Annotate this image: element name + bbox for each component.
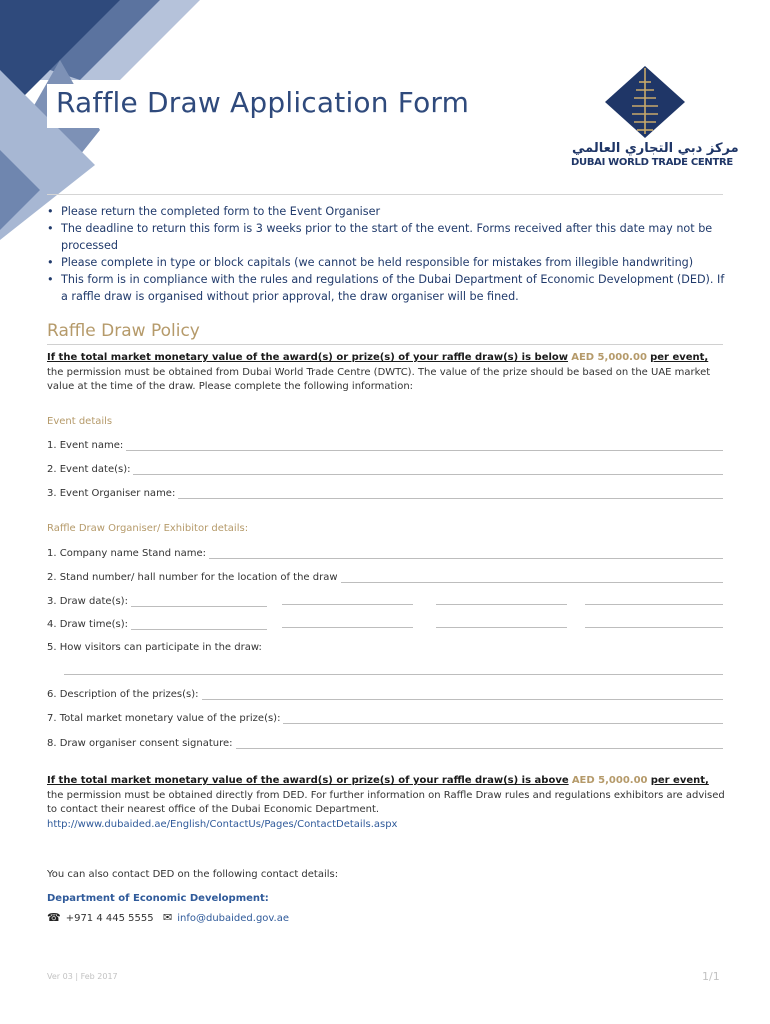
prize-value-field[interactable]: 7. Total market monetary value of the prize(s): — [47, 710, 723, 724]
phone-contact[interactable]: ☎ +971 4 445 5555 — [47, 911, 154, 924]
company-name-field[interactable]: 1. Company name Stand name: — [47, 545, 723, 559]
contact-intro: You can also contact DED on the following contact details: — [47, 869, 339, 880]
department-name: Department of Economic Development: — [47, 893, 269, 904]
policy-divider — [47, 344, 723, 345]
phone-icon: ☎ — [47, 911, 61, 924]
list-item: • This form is in compliance with the rules and regulations of the Dubai Department of Economic Development (DED). If a raffle draw is organised without prior approval, the draw organiser will be fined. — [47, 273, 725, 303]
draw-date-line-3[interactable] — [436, 604, 567, 605]
list-item: • The deadline to return this form is 3 weeks prior to the start of the event. Forms received after this date may not be processed — [47, 222, 713, 252]
policy-above-paragraph: If the total market monetary value of the award(s) or prize(s) of your raffle draw(s) is above AED 5,000.00 per event, the permission must be obtained directly from DED. For further information on Raffle Draw rules and regulations exhibitors are advised to contact their nearest office of the Dubai Economic Department. — [47, 775, 725, 815]
draw-time-line-4[interactable] — [585, 627, 723, 628]
version-footer: Ver 03 | Feb 2017 — [47, 972, 118, 981]
draw-date-line-2[interactable] — [282, 604, 413, 605]
stand-number-field[interactable]: 2. Stand number/ hall number for the location of the draw — [47, 569, 723, 583]
header-divider — [47, 194, 723, 195]
draw-dates-field[interactable]: 3. Draw date(s): — [47, 593, 267, 607]
participation-label: 5. How visitors can participate in the draw: — [47, 642, 262, 653]
participation-line[interactable] — [64, 674, 723, 675]
page-title: Raffle Draw Application Form — [56, 86, 470, 119]
draw-time-line-3[interactable] — [436, 627, 567, 628]
draw-date-line-4[interactable] — [585, 604, 723, 605]
event-dates-field[interactable]: 2. Event date(s): — [47, 461, 723, 475]
event-name-field[interactable]: 1. Event name: — [47, 437, 723, 451]
email-contact[interactable]: ✉ info@dubaided.gov.ae — [163, 911, 290, 924]
event-organiser-field[interactable]: 3. Event Organiser name: — [47, 485, 723, 499]
instructions-list — [47, 203, 727, 305]
organiser-details-heading: Raffle Draw Organiser/ Exhibitor details: — [47, 523, 249, 534]
email-icon: ✉ — [163, 911, 173, 924]
draw-times-field[interactable]: 4. Draw time(s): — [47, 616, 267, 630]
page-number: 1/1 — [702, 970, 720, 983]
logo-arabic-text: مركز دبي التجاري العالمي — [572, 141, 739, 156]
policy-heading: Raffle Draw Policy — [47, 321, 200, 341]
list-item: • Please return the completed form to the Event Organiser — [47, 205, 381, 218]
list-item: • Please complete in type or block capitals (we cannot be held responsible for mistakes from illegible handwriting) — [47, 256, 694, 269]
consent-signature-field[interactable]: 8. Draw organiser consent signature: — [47, 735, 723, 749]
ded-contact-link[interactable]: http://www.dubaided.ae/English/ContactUs/Pages/ContactDetails.aspx — [47, 819, 398, 830]
event-details-heading: Event details — [47, 416, 113, 427]
draw-time-line-2[interactable] — [282, 627, 413, 628]
policy-paragraph: If the total market monetary value of the award(s) or prize(s) of your raffle draw(s) is below AED 5,000.00 per event, the permission must be obtained from Dubai World Trade Centre (DWTC). The value of the prize should be based on the UAE market value at the time of the draw. Please complete the following information: — [47, 352, 711, 392]
prize-description-field[interactable]: 6. Description of the prizes(s): — [47, 686, 723, 700]
logo-english-text: DUBAI WORLD TRADE CENTRE — [571, 157, 733, 168]
